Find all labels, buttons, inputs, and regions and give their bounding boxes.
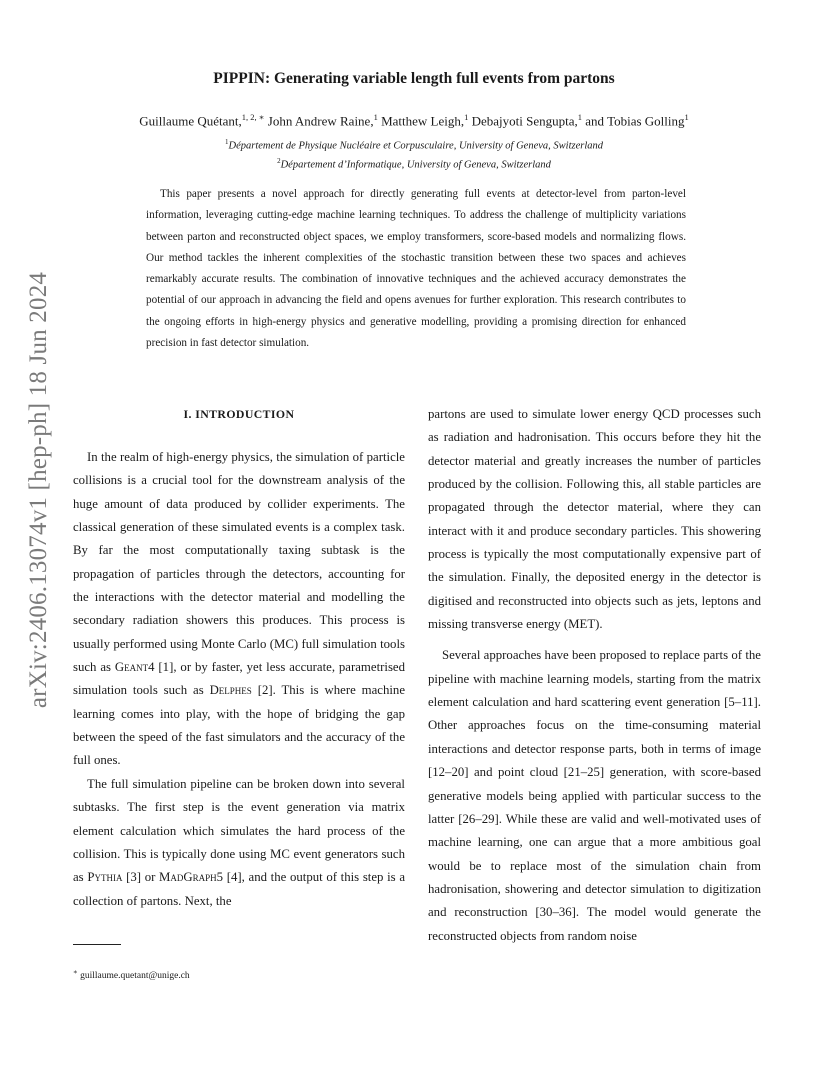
intro-paragraph-3: Several approaches have been proposed to replace parts of the pipeline with machine learning models, starting from the matrix element calculation and hard scattering event generation [5–11]. Other approaches focus on the time-consuming material interactions and detector response parts, both in terms of image [12–20] and point cloud [21–25] generation, with score-based generative models being applied with particular success to the latter [26–29]. While these are valid and well-motivated uses of machine learning, one can argue that a more ambitious goal would be to replace most of the simulation chain from hadronisation, showering and detector simulation to digitization and reconstruction [30–36]. The model would generate the reconstructed objects from random noise	[428, 648, 761, 943]
software-name-madgraph: MadGraph5	[159, 870, 224, 885]
author-name: Debajyoti Sengupta,	[471, 113, 578, 129]
abstract: This paper presents a novel approach for directly generating full events at detector-level from parton-level information, leveraging cutting-edge machine learning techniques. To address the challenge of multiplicity variations between parton and reconstructed object spaces, we employ transformers, score-based models and normalizing flows. Our method tackles the inherent complexities of the stochastic transition between these two spaces and achieves remarkably accurate results. The combination of innovative techniques and the achieved accuracy demonstrates the potential of our approach in advancing the field and opens avenues for further exploration. This research contributes to the ongoing efforts in high-energy physics and generative modelling, providing a promising direction for enhanced precision in fast detector simulation.	[146, 188, 686, 350]
affiliation-mark: 1	[224, 138, 229, 146]
software-name-geant: Geant4	[114, 660, 155, 675]
author-affiliation-mark: 1	[684, 112, 689, 122]
paper-title: PIPPIN: Generating variable length full events from partons	[213, 70, 615, 87]
arxiv-identifier-text: arXiv:2406.13074v1 [hep-ph] 18 Jun 2024	[25, 271, 52, 709]
author-name: Guillaume Quétant,	[139, 113, 242, 129]
software-name-delphes: Delphes	[209, 683, 252, 698]
author-affiliation-mark: 1	[464, 112, 469, 122]
author-list	[0, 112, 828, 129]
footnote-mark: ∗	[73, 968, 78, 976]
intro-paragraph-2: The full simulation pipeline can be broken down into several subtasks. The first step is the event generation via matrix element calculation which simulates the hard process of the collision. This is typically done using MC event generators such as Pythia [3] or MadGraph5 [4], and the output of this step is a collection of partons. Next, the	[73, 776, 405, 908]
author-affiliation-mark: 1, 2, ∗	[241, 112, 265, 122]
section-heading-introduction: I. INTRODUCTION	[183, 407, 295, 421]
author-affiliation-mark: 1	[577, 112, 583, 122]
affiliation-1	[0, 138, 828, 152]
author-name: Matthew Leigh,	[381, 113, 465, 129]
affiliation-mark: 2	[277, 157, 281, 165]
author-name: and Tobias Golling	[585, 113, 685, 129]
left-column	[73, 403, 405, 913]
affiliation-text: Département de Physique Nucléaire et Corpusculaire, University of Geneva, Switzerland	[228, 140, 604, 152]
author-name: John Andrew Raine,	[267, 113, 374, 129]
right-column	[428, 403, 761, 948]
affiliation-text: Département d’Informatique, University of Geneva, Switzerland	[280, 159, 551, 171]
footnote-divider	[73, 944, 121, 945]
footnote	[73, 968, 190, 981]
author-affiliation-mark: 1	[373, 112, 378, 122]
footnote-email: guillaume.quetant@unige.ch	[80, 971, 190, 982]
software-name-pythia: Pythia	[87, 870, 123, 885]
intro-paragraph-1: In the realm of high-energy physics, the simulation of particle collisions is a crucial tool for the downstream analysis of the huge amount of data produced by collider experiments. The classical generation of these simulated events is a complex task. By far the most computationally taxing subtask is the propagation of particles through the detectors, accounting for the interactions with the detector material and modelling the secondary radiation showers this produces. This process is usually performed using Monte Carlo (MC) full simulation tools such as Geant4 [1], or by faster, yet less accurate, parametrised simulation tools such as Delphes [2]. This is where machine learning comes into play, with the hope of bridging the gap between the speed of the fast simulators and the accuracy of the full ones.	[73, 450, 405, 768]
intro-paragraph-continued: partons are used to simulate lower energy QCD processes such as radiation and hadronisation. This occurs before they hit the detector material and greatly increases the number of particles produced by the collision. Following this, all stable particles are propagated through the detector material, where they can interact with it and produce secondary particles. This showering process is typically the most computationally expensive part of the simulation. Finally, the deposited energy in the detector is digitised and reconstructed into objects such as jets, leptons and missing transverse energy (MET).	[428, 407, 761, 632]
arxiv-identifier-stamp	[14, 271, 64, 709]
affiliation-2	[0, 157, 828, 171]
